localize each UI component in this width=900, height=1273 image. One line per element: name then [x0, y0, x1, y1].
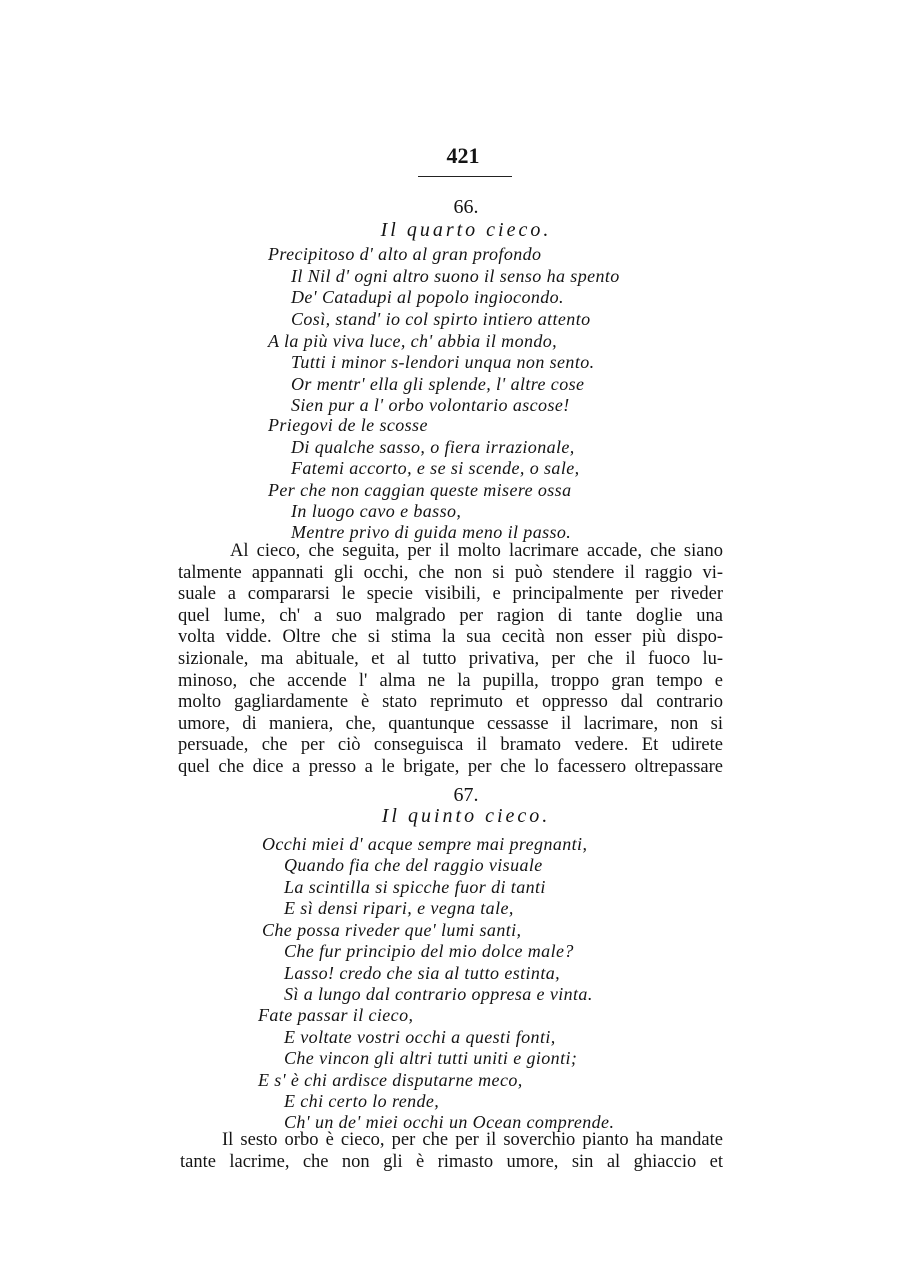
prose-line: quel lume, ch' a suo malgrado per ragion di tante doglie una	[178, 605, 723, 626]
verse-line: Che vincon gli altri tutti uniti e gionti;	[284, 1048, 578, 1068]
prose-line: molto gagliardamente è stato reprimuto et oppresso dal contrario	[178, 692, 723, 713]
verse-line: Sien pur a l' orbo volontario ascose!	[291, 395, 570, 415]
verse-line: Mentre privo di guida meno il passo.	[291, 522, 572, 542]
prose-line: sizionale, ma abituale, et al tutto privativa, per che il fuoco lu-	[178, 648, 723, 669]
prose-paragraph	[180, 1130, 723, 1173]
prose-line: talmente appannati gli occhi, che non si può stendere il raggio vi-	[178, 562, 723, 583]
verse-line: Fatemi accorto, e se si scende, o sale,	[291, 458, 580, 478]
verse-line: E voltate vostri occhi a questi fonti,	[284, 1027, 556, 1047]
verse-line: Occhi miei d' acque sempre mai pregnanti,	[262, 834, 588, 854]
poem-title-quarto-cieco: Il quarto cieco.	[380, 219, 552, 241]
verse-line: E chi certo lo rende,	[284, 1091, 440, 1111]
verse-line: Precipitoso d' alto al gran profondo	[268, 244, 542, 264]
verse-line: Or mentr' ella gli splende, l' altre cose	[291, 374, 585, 394]
verse-line: Ch' un de' miei occhi un Ocean comprende.	[284, 1112, 615, 1132]
verse-line: A la più viva luce, ch' abbia il mondo,	[268, 331, 558, 351]
verse-line: Di qualche sasso, o fiera irrazionale,	[291, 437, 575, 457]
prose-line: Al cieco, che seguita, per il molto lacrimare accade, che siano	[230, 541, 723, 561]
verse-line: E s' è chi ardisce disputarne meco,	[258, 1070, 523, 1090]
verse-line: Per che non caggian queste misere ossa	[268, 480, 572, 500]
verse-line: Quando fia che del raggio visuale	[284, 855, 543, 875]
verse-line: Fate passar il cieco,	[258, 1005, 414, 1025]
poem-title-quinto-cieco: Il quinto cieco.	[381, 805, 551, 827]
prose-line: persuade, che per ciò conseguisca il bramato vedere. Et udirete	[178, 735, 723, 756]
header-rule	[418, 176, 512, 177]
poem-number-67: 67.	[453, 784, 479, 806]
prose-line: suale a compararsi le specie visibili, e principalmente per riveder	[178, 584, 723, 605]
page-number: 421	[446, 143, 480, 168]
prose-line: Il sesto orbo è cieco, per che per il soverchio pianto ha mandate	[222, 1130, 723, 1150]
prose-line: umore, di maniera, che, quantunque cessasse il lacrimare, non si	[178, 713, 723, 734]
prose-line: tante lacrime, che non gli è rimasto umore, sin al ghiaccio et	[180, 1151, 723, 1172]
prose-paragraph	[178, 541, 723, 779]
poem-number-66: 66.	[453, 196, 479, 218]
verse-line: Sì a lungo dal contrario oppresa e vinta.	[284, 984, 593, 1004]
verse-line: Priegovi de le scosse	[268, 415, 428, 435]
verse-line: E sì densi ripari, e vegna tale,	[284, 898, 514, 918]
verse-line: Così, stand' io col spirto intiero attento	[291, 309, 591, 329]
verse-line: La scintilla si spicche fuor di tanti	[284, 877, 546, 897]
prose-line: minoso, che accende l' alma ne la pupilla, troppo gran tempo e	[178, 670, 723, 691]
prose-line: quel che dice a presso a le brigate, per che lo facessero oltrepassare	[178, 756, 723, 777]
verse-line: Il Nil d' ogni altro suono il senso ha spento	[291, 266, 620, 286]
verse-line: De' Catadupi al popolo ingiocondo.	[291, 287, 564, 307]
verse-line: Tutti i minor s-lendori unqua non sento.	[291, 352, 595, 372]
verse-line: Lasso! credo che sia al tutto estinta,	[284, 963, 561, 983]
verse-line: Che fur principio del mio dolce male?	[284, 941, 574, 961]
verse-line: Che possa riveder que' lumi santi,	[262, 920, 522, 940]
verse-line: In luogo cavo e basso,	[291, 501, 462, 521]
prose-line: volta vidde. Oltre che si stima la sua cecità non esser più dispo-	[178, 627, 723, 648]
